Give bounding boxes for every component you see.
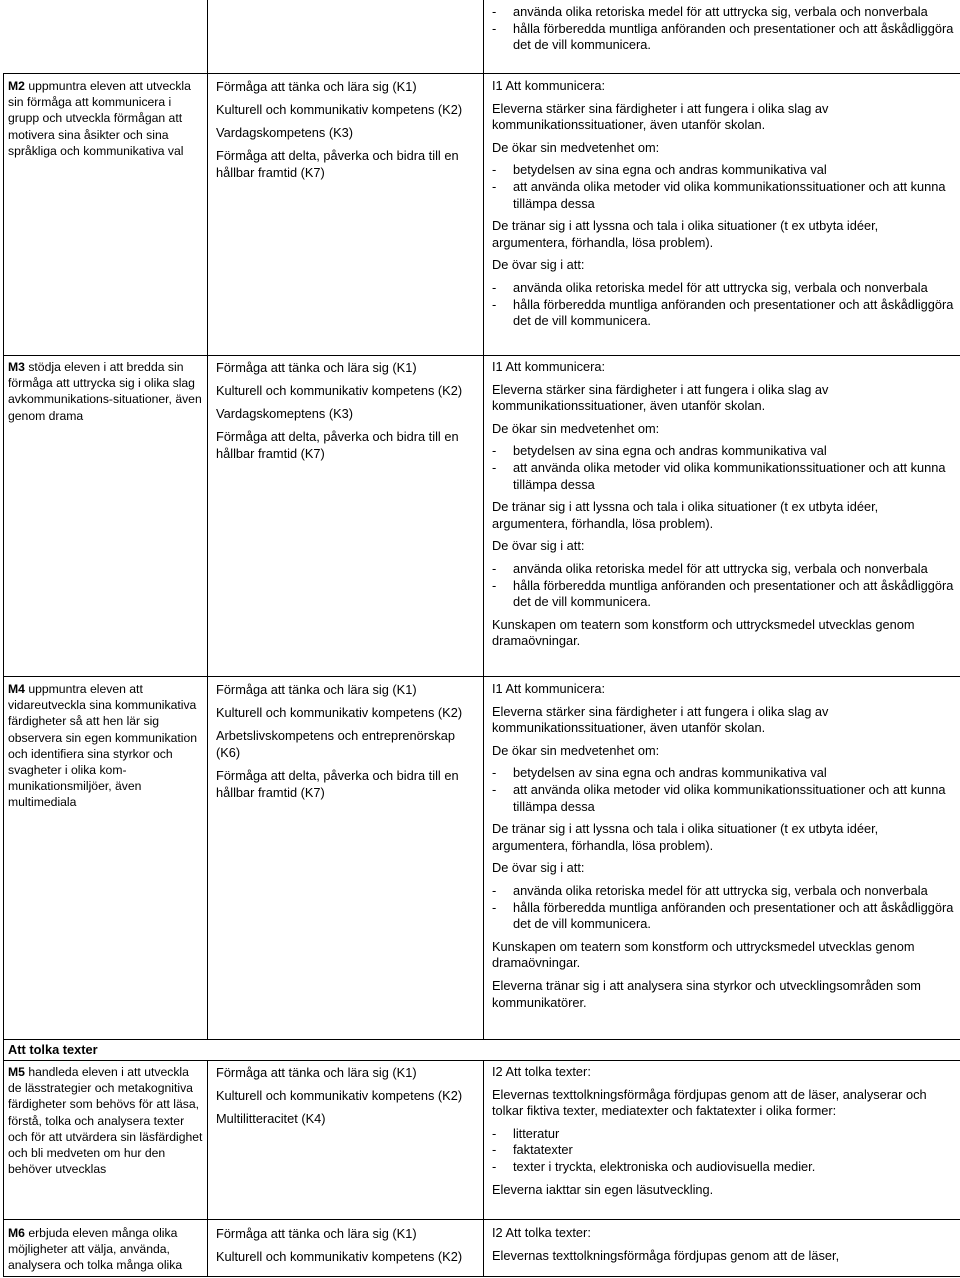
exercise-label: De övar sig i att:: [492, 538, 585, 554]
area-title: I1 Att kommunicera:: [492, 681, 606, 696]
intro-text: Eleverna stärker sina färdigheter i att fungera i olika slag av kommunikationssituationer, även utanför skolan.: [492, 703, 829, 736]
practice-text: De tränar sig i att lyssna och tala i olika situationer (t ex utbyta idéer, argumentera, förhandla, lösa problem).: [492, 218, 879, 250]
list-item: - att använda olika metoder vid olika kommunikationssituationer och att kunna tillämpa dessa: [492, 781, 946, 814]
goal-code: M3: [8, 360, 25, 374]
top-continuation: [484, 4, 960, 54]
extra-text: Kunskapen om teatern som konstform och uttrycksmedel utvecklas genom dramaövningar.: [492, 616, 915, 649]
intro-text: Eleverna stärker sina färdigheter i att fungera i olika slag av kommunikationssituationer, även utanför skolan.: [492, 381, 829, 414]
list-item: - att använda olika metoder vid olika kommunikationssituationer och att kunna tillämpa dessa: [492, 459, 946, 492]
aware-label: De ökar sin medvetenhet om:: [492, 742, 660, 758]
area-title: I1 Att kommunicera:: [492, 359, 606, 374]
competence: Kulturell och kommunikativ kompetens (K2): [216, 705, 463, 720]
row-border-top-m4: [3, 676, 960, 677]
row-border-top-m3: [3, 355, 960, 356]
list-item: - att använda olika metoder vid olika kommunikationssituationer och att kunna tillämpa dessa: [492, 178, 946, 211]
goal-text: handleda eleven i att utveckla de lässtrategier och metakognitiva färdigheter som behövs för att läsa, förstå, tolka och analysera texter och för att utvärdera sin läsfärdighet och bli medveten om hur den behöver utvecklas: [8, 1065, 203, 1177]
area-title: I2 Att tolka texter:: [492, 1064, 591, 1079]
content-m3: [484, 359, 960, 656]
competence: Förmåga att tänka och lära sig (K1): [216, 360, 417, 375]
exercise-label: De övar sig i att:: [492, 860, 585, 876]
competence: Arbetslivskompetens och entreprenörskap (K6): [216, 728, 455, 760]
practice-text: De tränar sig i att lyssna och tala i olika situationer (t ex utbyta idéer, argumentera, förhandla, lösa problem).: [492, 499, 879, 531]
exercise-label: De övar sig i att:: [492, 257, 585, 273]
content-m2: [484, 78, 960, 336]
list-item: - faktatexter: [492, 1142, 573, 1158]
row-border-top-m2: [3, 73, 960, 74]
extra-text: Kunskapen om teatern som konstform och uttrycksmedel utvecklas genom dramaövningar.: [492, 938, 915, 971]
competence: Kulturell och kommunikativ kompetens (K2): [216, 1088, 463, 1103]
intro-text: Elevernas texttolkningsförmåga fördjupas genom att de läser,: [492, 1247, 840, 1263]
goal-text: uppmuntra eleven att vidareutveckla sina kommunikativa färdigheter så att hen lär sig observera sin egen kommunikation och identifiera sina styrkor och svagheter i olika kom-munikationsmiljöer, även multimediala: [8, 682, 198, 810]
row-border-top-section: [3, 1039, 960, 1040]
area-title: I1 Att kommunicera:: [492, 78, 606, 93]
goal-code: M6: [8, 1226, 25, 1240]
section-heading: Att tolka texter: [8, 1042, 98, 1057]
goal-text: uppmuntra eleven att utveckla sin förmåga att kommunicera i grupp och utveckla förmågan att motivera sina åsikter och sina språkliga och kommunikativa val: [8, 79, 191, 158]
content-m6: [484, 1225, 960, 1270]
competence: Förmåga att tänka och lära sig (K1): [216, 1226, 417, 1241]
aware-label: De ökar sin medvetenhet om:: [492, 420, 660, 436]
competence: Förmåga att tänka och lära sig (K1): [216, 79, 417, 94]
goal-m5: [3, 1064, 207, 1177]
goal-m4: [3, 681, 207, 811]
intro-text: Eleverna stärker sina färdigheter i att fungera i olika slag av kommunikationssituationer, även utanför skolan.: [492, 100, 829, 133]
list-item: - betydelsen av sina egna och andras kommunikativa val: [492, 443, 827, 459]
row-border-bottom: [3, 1276, 960, 1277]
competences-m2: [208, 78, 483, 187]
list-item: - använda olika retoriska medel för att uttrycka sig, verbala och nonverbala: [492, 279, 928, 295]
content-m4: [484, 681, 960, 1017]
area-title: I2 Att tolka texter:: [492, 1225, 591, 1240]
aware-label: De ökar sin medvetenhet om:: [492, 139, 660, 155]
extra-text: Eleverna iakttar sin egen läsutveckling.: [492, 1181, 714, 1197]
list-item: - hålla förberedda muntliga anföranden och presentationer och att åskådliggöra det de vill kommunicera.: [492, 296, 954, 329]
goal-code: M4: [8, 682, 25, 696]
extra-text: Eleverna tränar sig i att analysera sina styrkor och utvecklingsområden som kommunikatörer.: [492, 977, 921, 1010]
goal-m2: [3, 78, 207, 159]
list-item: - hålla förberedda muntliga anföranden och presentationer och att åskådliggöra det de vill kommunicera.: [492, 899, 954, 932]
list-item: - använda olika retoriska medel för att uttrycka sig, verbala och nonverbala: [492, 4, 928, 19]
list-item: - texter i tryckta, elektroniska och audiovisuella medier.: [492, 1158, 816, 1174]
list-item: - använda olika retoriska medel för att uttrycka sig, verbala och nonverbala: [492, 882, 928, 898]
list-item: - hålla förberedda muntliga anföranden och presentationer och att åskådliggöra det de vill kommunicera.: [492, 20, 954, 53]
competence: Vardagskomeptens (K3): [216, 406, 354, 421]
competences-m6: [208, 1225, 483, 1271]
competence: Förmåga att delta, påverka och bidra till en hållbar framtid (K7): [216, 768, 459, 800]
row-border-top-m6: [3, 1219, 960, 1220]
list-item: - hålla förberedda muntliga anföranden och presentationer och att åskådliggöra det de vill kommunicera.: [492, 577, 954, 610]
content-m5: [484, 1064, 960, 1204]
row-border-top-m5: [3, 1060, 960, 1061]
list-item: - använda olika retoriska medel för att uttrycka sig, verbala och nonverbala: [492, 560, 928, 576]
competences-m3: [208, 359, 483, 468]
goal-m3: [3, 359, 207, 424]
goal-text: stödja eleven i att bredda sin förmåga att uttrycka sig i olika slag avkommunikations-situationer, även genom drama: [8, 360, 202, 423]
practice-text: De tränar sig i att lyssna och tala i olika situationer (t ex utbyta idéer, argumentera, förhandla, lösa problem).: [492, 821, 879, 853]
list-item: - betydelsen av sina egna och andras kommunikativa val: [492, 765, 827, 781]
intro-text: Elevernas texttolkningsförmåga fördjupas genom att de läser, analyserar och tolkar fiktiva texter, mediatexter och faktatexter i olika former:: [492, 1086, 927, 1119]
list-item: - betydelsen av sina egna och andras kommunikativa val: [492, 162, 827, 178]
competence: Kulturell och kommunikativ kompetens (K2): [216, 1249, 463, 1264]
list-item: - litteratur: [492, 1125, 560, 1141]
goal-m6: [3, 1225, 207, 1274]
competence: Multilitteracitet (K4): [216, 1111, 326, 1126]
competence: Förmåga att delta, påverka och bidra till en hållbar framtid (K7): [216, 429, 459, 461]
competence: Förmåga att delta, påverka och bidra till en hållbar framtid (K7): [216, 148, 459, 180]
competences-m5: [208, 1064, 483, 1133]
competence: Vardagskompetens (K3): [216, 125, 354, 140]
goal-text: erbjuda eleven många olika möjligheter att välja, använda, analysera och tolka många olika: [8, 1226, 183, 1273]
competence: Kulturell och kommunikativ kompetens (K2): [216, 102, 463, 117]
goal-code: M2: [8, 79, 25, 93]
competences-m4: [208, 681, 483, 807]
competence: Kulturell och kommunikativ kompetens (K2): [216, 383, 463, 398]
goal-code: M5: [8, 1065, 25, 1079]
competence: Förmåga att tänka och lära sig (K1): [216, 682, 417, 697]
competence: Förmåga att tänka och lära sig (K1): [216, 1065, 417, 1080]
